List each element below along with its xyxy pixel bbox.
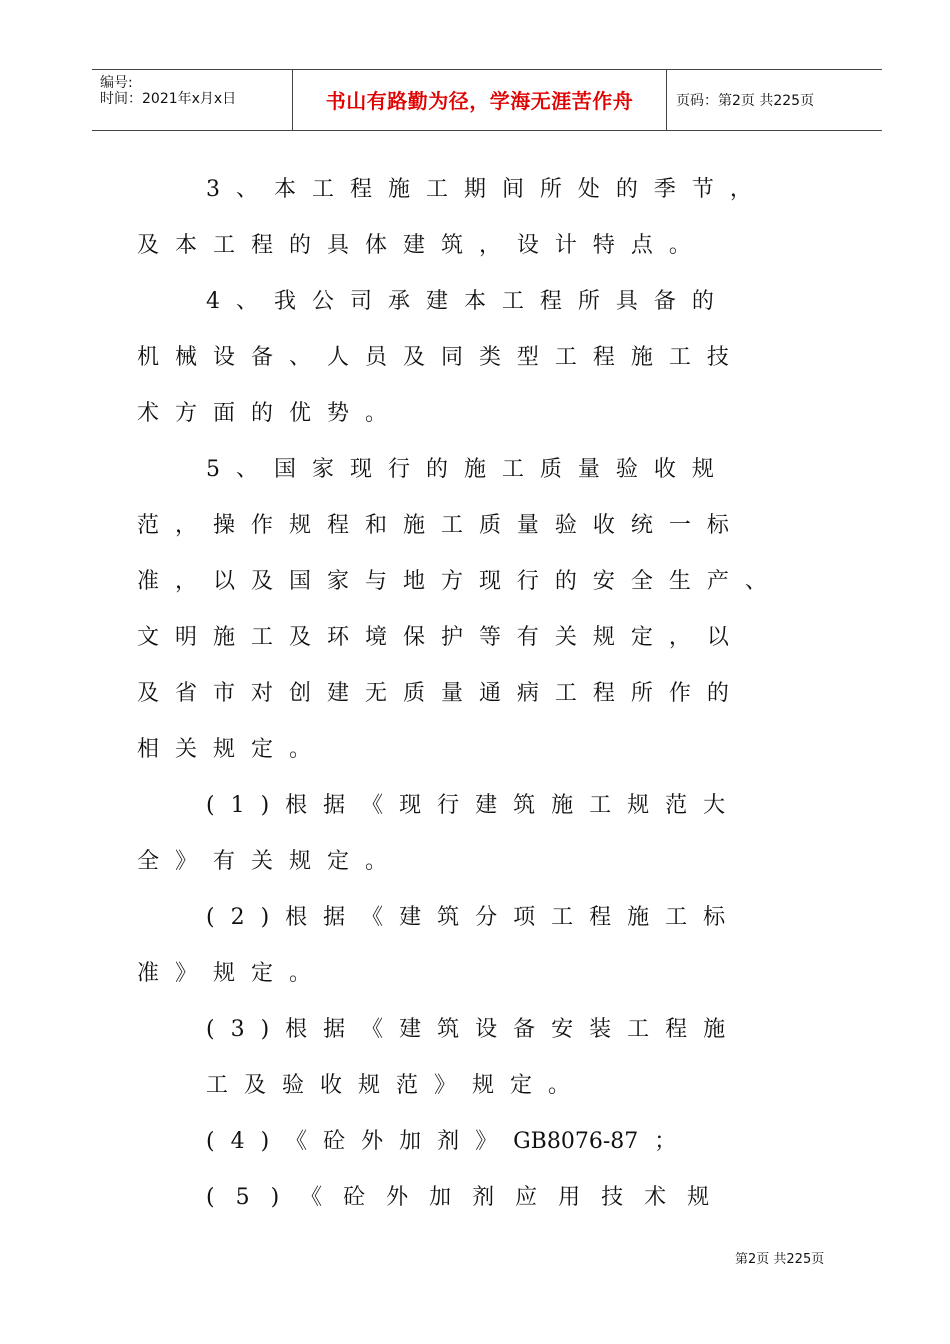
body-line: 准 》 规 定 。 xyxy=(137,961,311,986)
body-line: 范 ， 操 作 规 程 和 施 工 质 量 验 收 统 一 标 xyxy=(137,513,729,538)
body-line: ( 2 ) 根 据 《 建 筑 分 项 工 程 施 工 标 xyxy=(206,905,726,930)
body-line: ( 4 ) 《 砼 外 加 剂 》 GB8076-87 ； xyxy=(206,1129,677,1154)
body-line: 相 关 规 定 。 xyxy=(137,737,311,762)
body-line: 全 》 有 关 规 定 。 xyxy=(137,849,387,874)
body-line: 机 械 设 备 、 人 员 及 同 类 型 工 程 施 工 技 xyxy=(137,345,729,370)
body-line: ( 3 ) 根 据 《 建 筑 设 备 安 装 工 程 施 xyxy=(206,1017,726,1042)
body-line: 准 ， 以 及 国 家 与 地 方 现 行 的 安 全 生 产 、 xyxy=(137,569,767,594)
body-line: 及 省 市 对 创 建 无 质 量 通 病 工 程 所 作 的 xyxy=(137,681,729,706)
header-motto-cell xyxy=(292,70,667,130)
header-page-info: 页码：第2页 共225页 xyxy=(676,93,815,109)
page-header xyxy=(92,69,882,131)
body-line: 及 本 工 程 的 具 体 建 筑 ， 设 计 特 点 。 xyxy=(137,233,691,258)
document-time-label: 时间：2021年x月x日 xyxy=(100,91,237,107)
body-line: 工 及 验 收 规 范 》 规 定 。 xyxy=(206,1073,570,1098)
header-left-cell xyxy=(92,70,292,130)
page-footer: 第2页 共225页 xyxy=(735,1252,825,1267)
header-right-cell xyxy=(666,70,882,130)
body-line: 3 、 本 工 程 施 工 期 间 所 处 的 季 节 ， xyxy=(206,177,752,202)
body-line: 5 、 国 家 现 行 的 施 工 质 量 验 收 规 xyxy=(206,457,714,482)
header-motto: 书山有路勤为径，学海无涯苦作舟 xyxy=(325,89,634,113)
body-line: 文 明 施 工 及 环 境 保 护 等 有 关 规 定 ， 以 xyxy=(137,625,729,650)
body-line: 4 、 我 公 司 承 建 本 工 程 所 具 备 的 xyxy=(206,289,714,314)
body-line: ( 1 ) 根 据 《 现 行 建 筑 施 工 规 范 大 xyxy=(206,793,726,818)
document-number-label: 编号: xyxy=(100,75,133,91)
body-line: ( 5 ) 《 砼 外 加 剂 应 用 技 术 规 xyxy=(206,1185,710,1210)
body-line: 术 方 面 的 优 势 。 xyxy=(137,401,387,426)
